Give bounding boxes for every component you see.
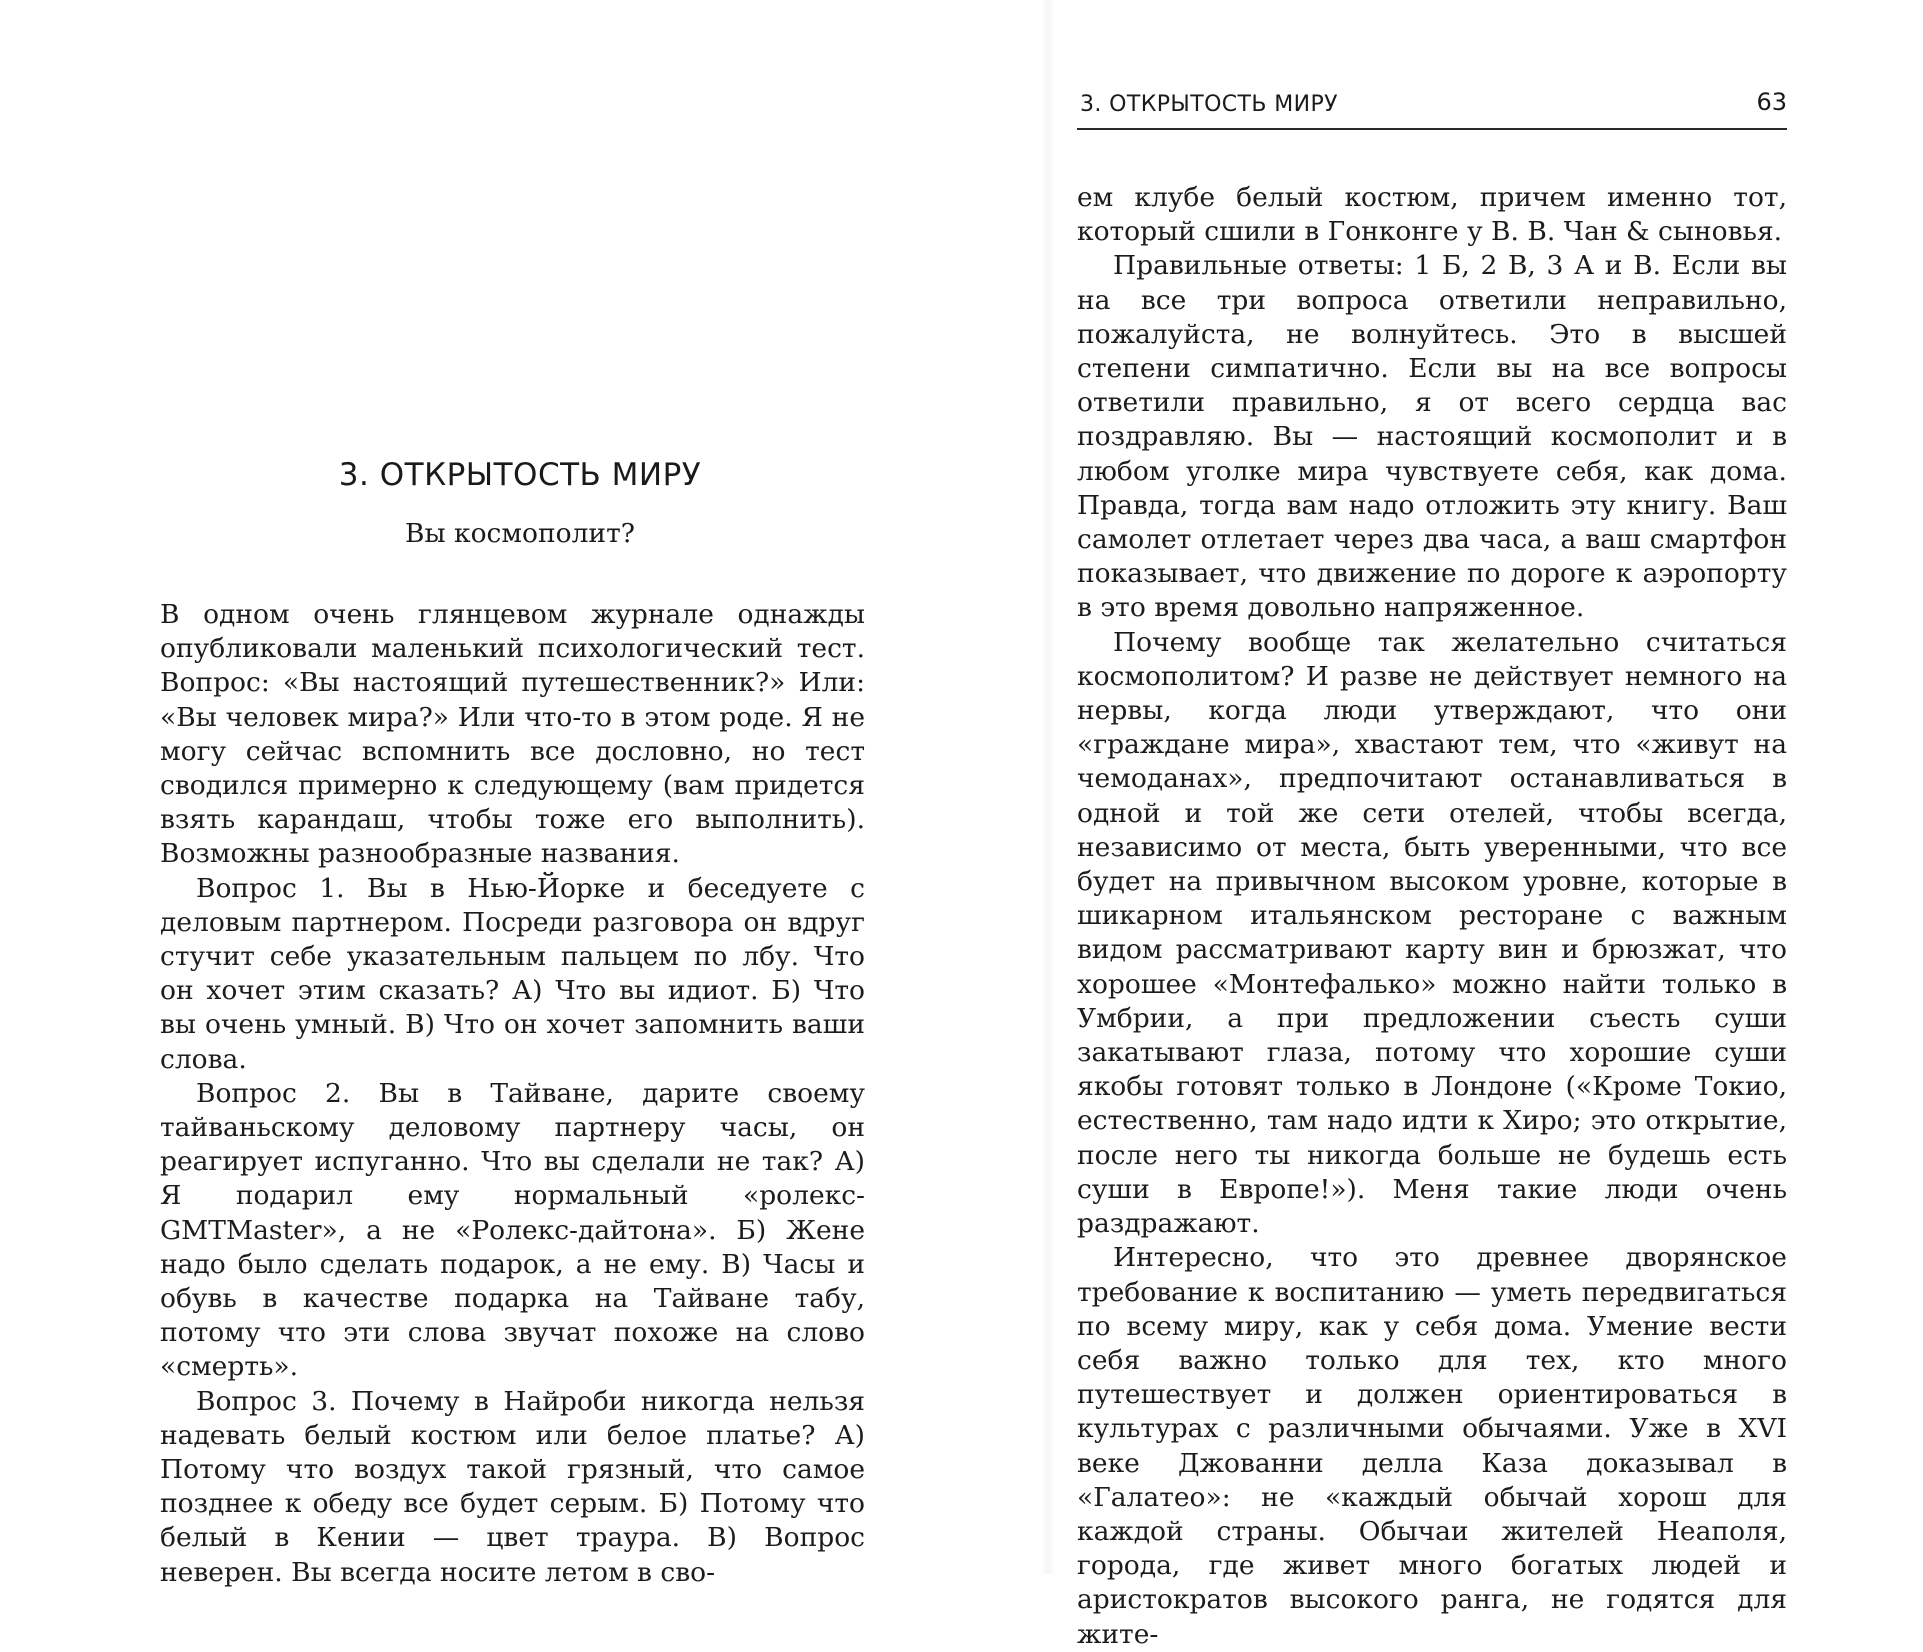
paragraph: Вопрос 2. Вы в Тайване, дарите своему тайваньскому деловому партнеру часы, он реагирует испуганно. Что вы сделали не так? А) Я подарил ему нормальный «ролекс-GMTMaster», а не «Ролекс-дайтона». Б) Жене надо было сделать подарок, а не ему. В) Часы и обувь в качестве подарка на Тайване табу, потому что эти слова звучат похоже на слово «смерть». [160, 1077, 865, 1383]
chapter-title: 3. ОТКРЫТОСТЬ МИРУ [338, 457, 702, 493]
left-page-body [160, 598, 865, 1590]
left-page [0, 0, 960, 1588]
page-gutter [1040, 0, 1056, 1574]
paragraph: Почему вообще так желательно считаться космополитом? И разве не действует немного на нервы, когда люди утверждают, что они «граждане мира», хвастают тем, что «живут на чемоданах», предпочитают останавливаться в одной и той же сети отелей, чтобы всегда, независимо от места, быть уверенными, что все будет на привычном высоком уровне, которые в шикарном итальянском ресторане с важным видом рассматривают карту вин и брюзжат, что хорошее «Монтефалько» можно найти только в Умбрии, а при предложении съесть суши закатывают глаза, потому что хорошие суши якобы готовят только в Лондоне («Кроме Токио, естественно, там надо идти к Хиро; это открытие, после него ты никогда больше не будешь есть суши в Европе!»). Меня такие люди очень раздражают. [1077, 626, 1787, 1240]
paragraph: Вопрос 3. Почему в Найроби никогда нельзя надевать белый костюм или белое платье? А) Потому что воздух такой грязный, что самое позднее к обеду все будет серым. Б) Потому что белый в Кении — цвет траура. В) Вопрос неверен. Вы всегда носите летом в сво- [160, 1385, 865, 1588]
page-number: 63 [1756, 88, 1787, 116]
paragraph: Интересно, что это древнее дворянское требование к воспитанию — уметь передвигаться по всему миру, как у себя дома. Умение вести себя важно только для тех, кто много путешествует и должен ориентироваться в культурах с различными обычаями. Уже в XVI веке Джованни делла Каза доказывал в «Галатео»: не «каждый обычай хорош для каждой страны. Обычаи жителей Неаполя, города, где живет много богатых людей и аристократов высокого ранга, не годятся для жите- [1077, 1242, 1787, 1650]
running-header [1077, 88, 1787, 130]
paragraph: Правильные ответы: 1 Б, 2 В, 3 А и В. Если вы на все три вопроса ответили неправильно, пожалуйста, не волнуйтесь. Это в высшей степени симпатично. Если вы на все вопросы ответили правильно, я от всего сердца вас поздравляю. Вы — настоящий космополит и в любом уголке мира чувствуете себя, как дома. Правда, тогда вам надо отложить эту книгу. Ваш самолет отлетает через два часа, а ваш смартфон показывает, что движение по дороге к аэропорту в это время довольно напряженное. [1077, 250, 1787, 624]
running-head-title: 3. ОТКРЫТОСТЬ МИРУ [1080, 92, 1338, 117]
right-page-body [1077, 181, 1787, 1652]
paragraph: Вопрос 1. Вы в Нью-Йорке и беседуете с деловым партнером. Посреди разговора он вдруг стучит себе указательным пальцем по лбу. Что он хочет этим сказать? А) Что вы идиот. Б) Что вы очень умный. В) Что он хочет запомнить ваши слова. [160, 872, 865, 1075]
paragraph: ем клубе белый костюм, причем именно тот, который сшили в Гонконге у В. В. Чан & сыновья. [1077, 182, 1787, 248]
chapter-subtitle: Вы космополит? [405, 518, 635, 549]
paragraph: В одном очень глянцевом журнале однажды опубликовали маленький психологический тест. Вопрос: «Вы настоящий путешественник?» Или: «Вы человек мира?» Или что-то в этом роде. Я не могу сейчас вспомнить все дословно, но тест сводился примерно к следующему (вам придется взять карандаш, чтобы тоже его выполнить). Возможны разнообразные названия. [160, 599, 865, 870]
